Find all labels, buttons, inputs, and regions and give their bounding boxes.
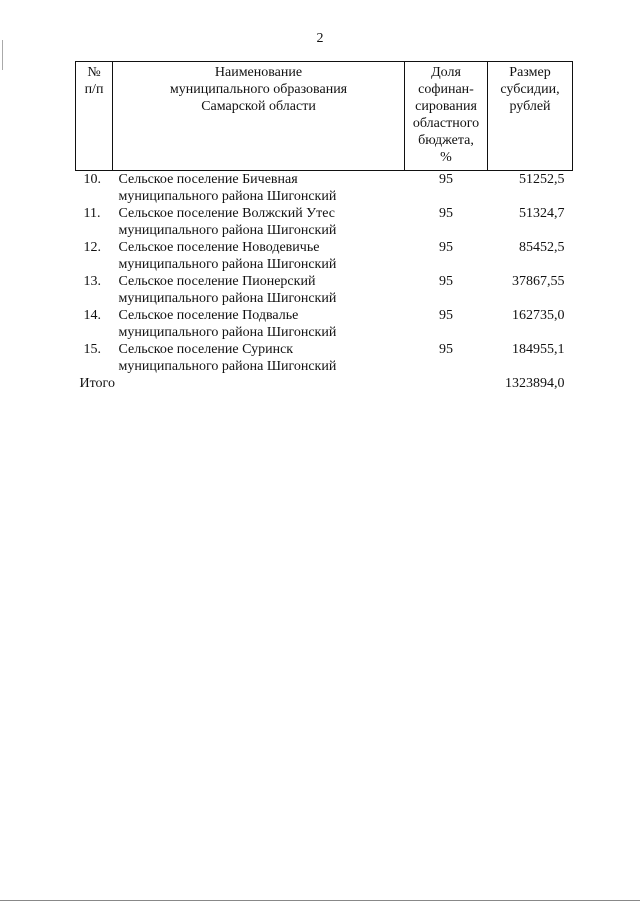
row-amount: 37867,55 — [512, 274, 565, 289]
subsidy-table — [75, 61, 573, 393]
table-row — [76, 205, 573, 239]
table-row — [76, 171, 573, 206]
row-share: 95 — [439, 308, 453, 323]
row-num: 10. — [83, 172, 101, 187]
row-share: 95 — [439, 240, 453, 255]
table-row — [76, 239, 573, 273]
row-share: 95 — [439, 172, 453, 187]
page-number: 2 — [316, 31, 324, 46]
row-num: 15. — [83, 342, 101, 357]
row-num: 14. — [83, 308, 101, 323]
row-amount: 162735,0 — [512, 308, 565, 323]
row-num: 13. — [83, 274, 101, 289]
header-name: Наименование муниципального образования Самарской области — [113, 62, 405, 171]
row-amount: 184955,1 — [512, 342, 565, 357]
row-name: Сельское поселение Бичевная муниципального района Шигонский — [118, 172, 337, 204]
table-row — [76, 273, 573, 307]
total-row — [76, 375, 573, 393]
row-name: Сельское поселение Новодевичье муниципального района Шигонский — [118, 240, 337, 272]
table-row — [76, 341, 573, 375]
scan-bottom-edge — [0, 900, 640, 901]
row-name: Сельское поселение Пионерский муниципального района Шигонский — [118, 274, 337, 306]
table-header-row — [76, 62, 573, 171]
row-amount: 51324,7 — [519, 206, 565, 221]
row-num: 12. — [83, 240, 101, 255]
row-share: 95 — [439, 206, 453, 221]
row-name: Сельское поселение Подвалье муниципального района Шигонский — [118, 308, 337, 340]
total-label: Итого — [79, 376, 115, 391]
row-share: 95 — [439, 342, 453, 357]
row-share: 95 — [439, 274, 453, 289]
table-row — [76, 307, 573, 341]
header-share: Доля софинан- сирования областного бюджета, % — [405, 62, 488, 171]
row-name: Сельское поселение Волжский Утес муниципального района Шигонский — [118, 206, 337, 238]
row-name: Сельское поселение Суринск муниципального района Шигонский — [118, 342, 337, 374]
row-num: 11. — [83, 206, 101, 221]
total-share-empty — [405, 375, 488, 393]
row-amount: 51252,5 — [519, 172, 565, 187]
header-num: № п/п — [76, 62, 113, 171]
total-amount: 1323894,0 — [505, 376, 565, 391]
header-amount: Размер субсидии, рублей — [488, 62, 573, 171]
row-amount: 85452,5 — [519, 240, 565, 255]
